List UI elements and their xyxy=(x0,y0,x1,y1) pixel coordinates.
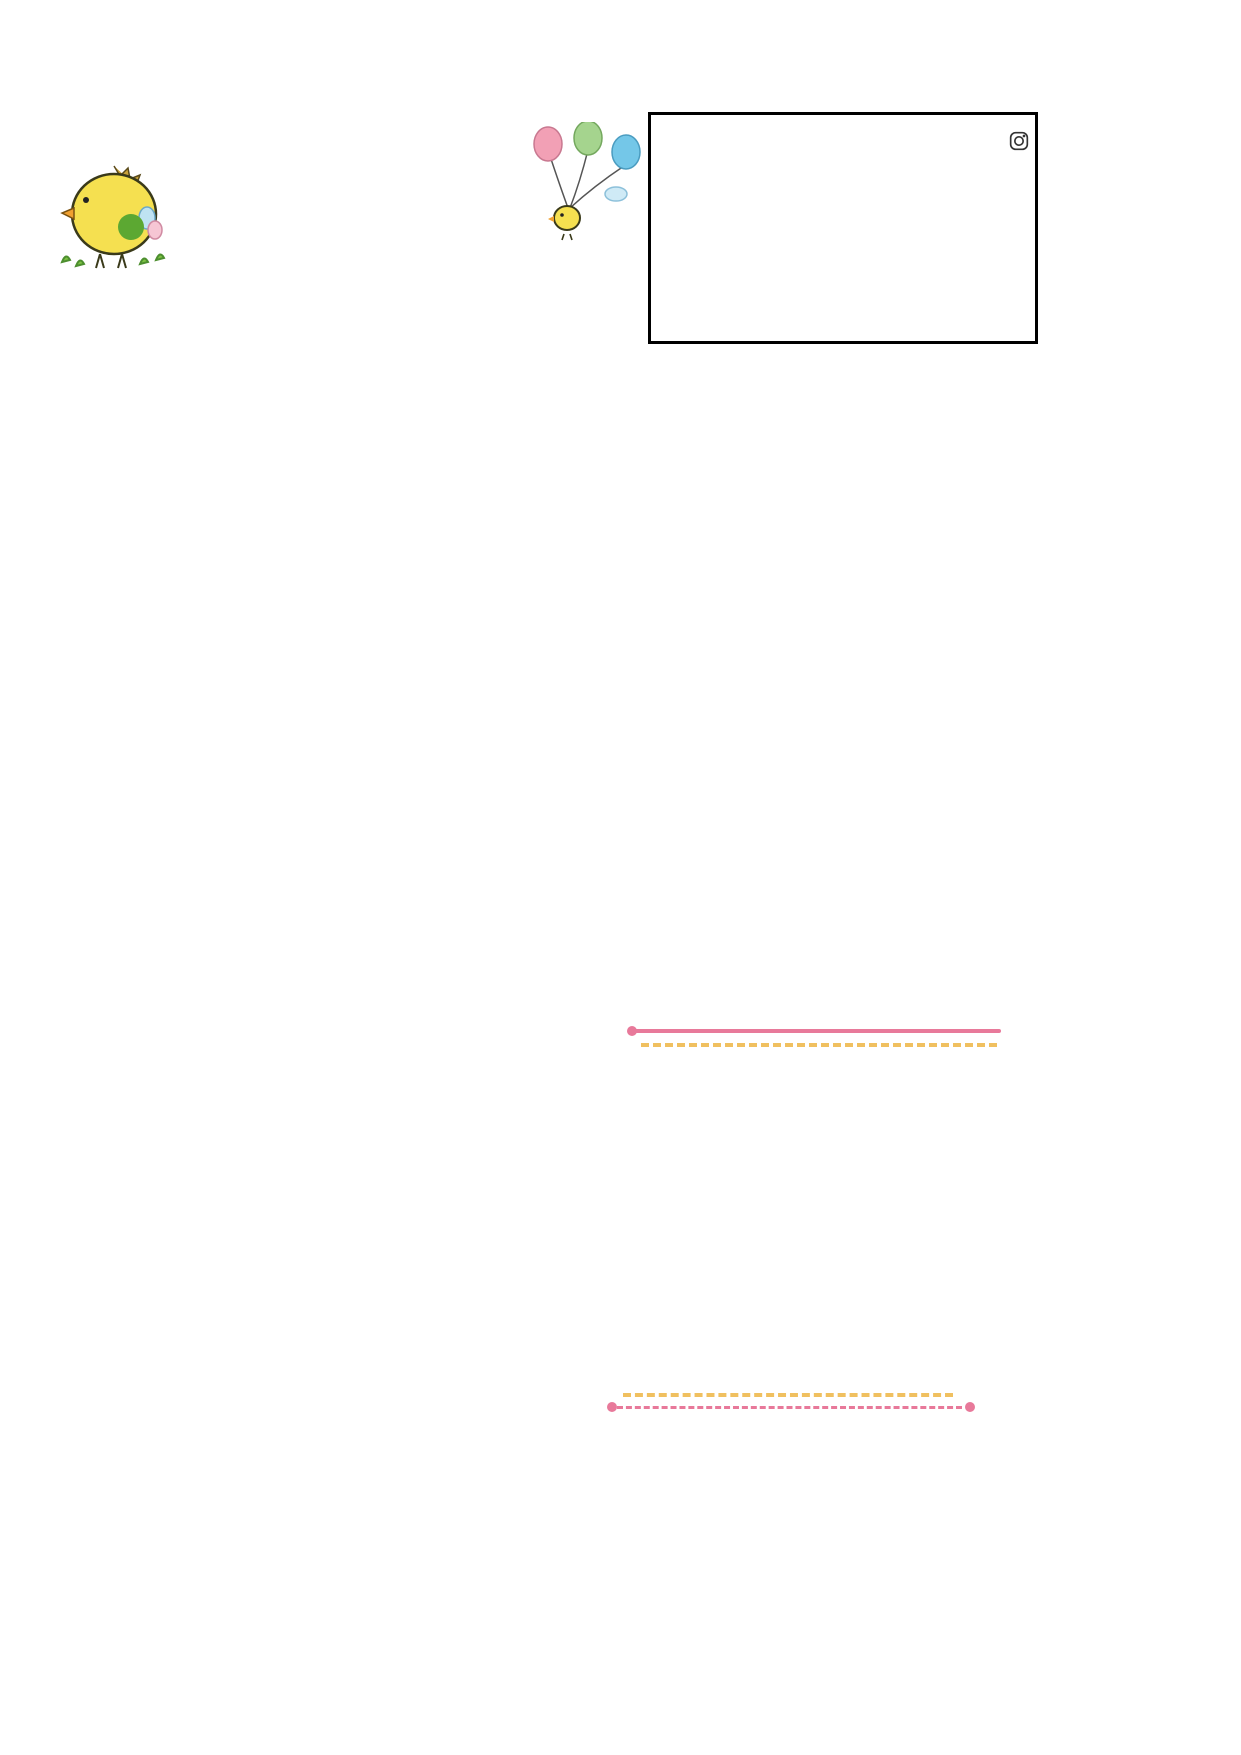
sakura-divider xyxy=(80,928,960,978)
qr-code xyxy=(939,145,1023,229)
qr-block xyxy=(937,145,1025,232)
announcement-box xyxy=(545,1005,1077,1430)
pink-dashed-line-bottom xyxy=(617,1406,962,1409)
sakura-bottom-row xyxy=(552,1428,1077,1538)
chick-mascot-icon xyxy=(52,156,177,274)
balloons-icon xyxy=(520,122,650,242)
line-end-dot xyxy=(607,1402,617,1412)
instagram-icon xyxy=(1009,131,1029,151)
facility-info-box xyxy=(648,112,1038,344)
pink-line-top xyxy=(633,1029,1001,1033)
line-end-dot xyxy=(965,1402,975,1412)
yellow-dashed-line-bottom xyxy=(623,1393,953,1397)
yellow-dashed-line-top xyxy=(641,1043,997,1047)
month-unit xyxy=(118,214,144,240)
